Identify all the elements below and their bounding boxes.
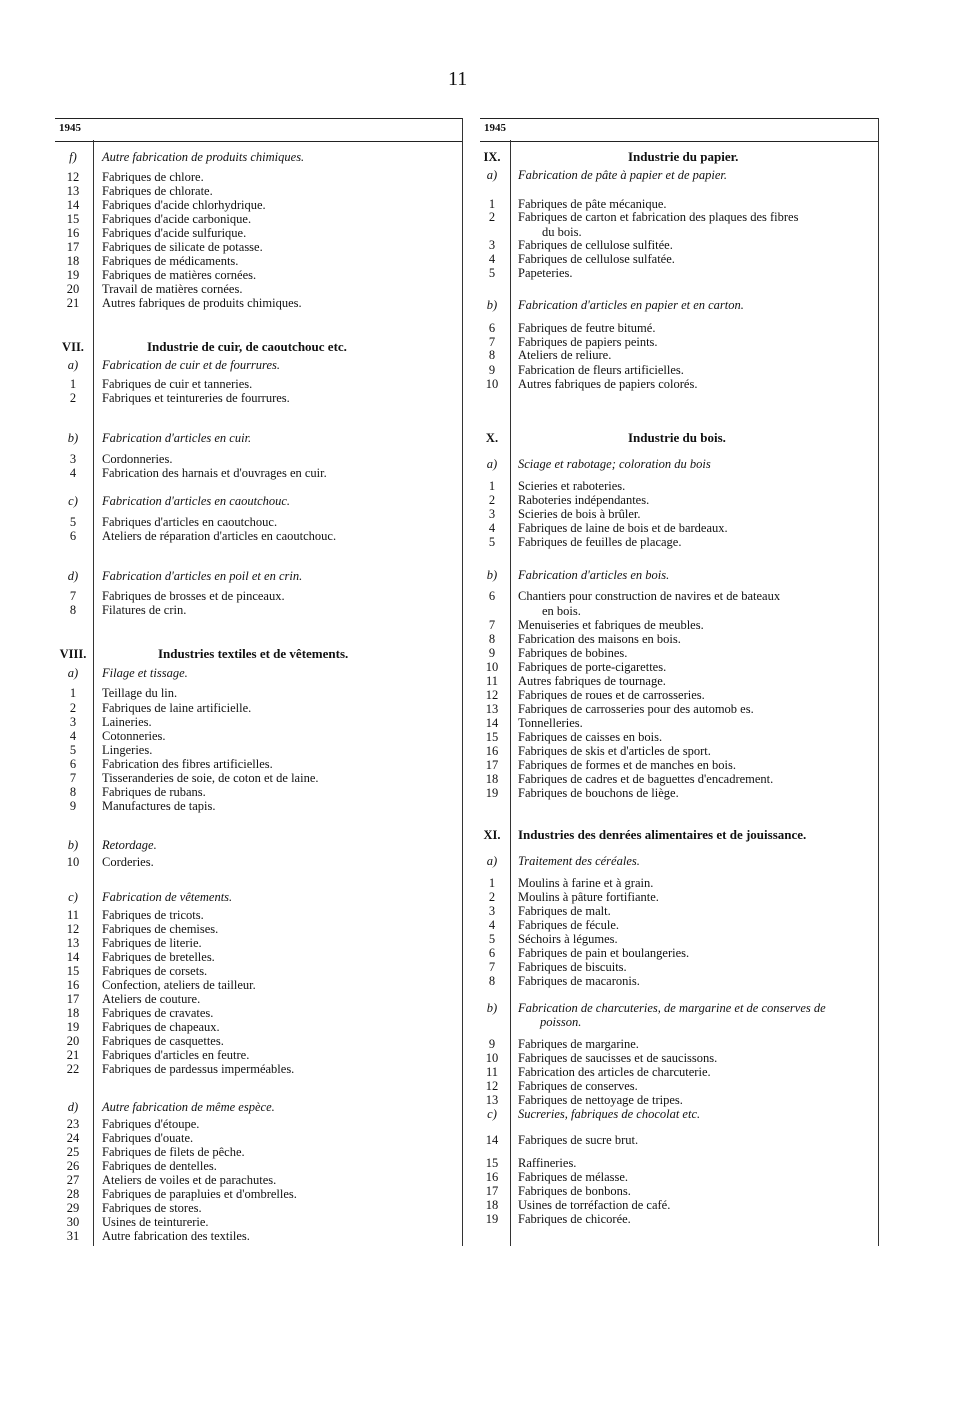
left-entry-text: Confection, ateliers de tailleur. — [102, 978, 256, 992]
left-entry-text: Corderies. — [102, 855, 154, 869]
right-entry-number: 11 — [485, 674, 499, 688]
right-entry-number: a) — [486, 854, 498, 868]
right-column-edge — [878, 118, 879, 1246]
right-entry-number: 10 — [485, 1051, 499, 1065]
left-entry-text: Tisseranderies de soie, de coton et de laine. — [102, 771, 319, 785]
right-entry-text: Raboteries indépendantes. — [518, 493, 650, 507]
right-entry-number: 5 — [488, 932, 496, 946]
right-entry-number: 4 — [488, 918, 496, 932]
right-entry-text: Fabriques de conserves. — [518, 1079, 638, 1093]
left-entry-text: Fabriques d'articles en feutre. — [102, 1048, 250, 1062]
left-entry-text: Manufactures de tapis. — [102, 799, 216, 813]
right-entry-number: 3 — [488, 507, 496, 521]
left-entry-text: Fabriques de chapeaux. — [102, 1020, 220, 1034]
right-entry-number: 17 — [485, 1184, 499, 1198]
left-entry-text: Fabriques d'acide carbonique. — [102, 212, 252, 226]
left-entry-subheading: Fabrication d'articles en caoutchouc. — [102, 494, 291, 508]
right-entry-number: 16 — [485, 1170, 499, 1184]
left-entry-number: 4 — [69, 466, 77, 480]
left-entry-text: Fabriques de matières cornées. — [102, 268, 257, 282]
left-entry-number: 13 — [66, 936, 80, 950]
right-entry-number: 18 — [485, 1198, 499, 1212]
left-column-header — [55, 118, 463, 142]
left-entry-number: 2 — [69, 701, 77, 715]
right-entry-text: Fabriques de feuilles de placage. — [518, 535, 682, 549]
right-entry-subheading: Fabrication de pâte à papier et de papier. — [518, 168, 727, 182]
left-entry-text: Lingeries. — [102, 743, 153, 757]
left-entry-text: Fabriques de brosses et de pinceaux. — [102, 589, 285, 603]
left-entry-number: 6 — [69, 529, 77, 543]
left-entry-text: Travail de matières cornées. — [102, 282, 243, 296]
left-entry-subheading: Autre fabrication de même espèce. — [102, 1100, 275, 1114]
left-entry-text: Fabriques de stores. — [102, 1201, 202, 1215]
right-entry-text: Autres fabriques de tournage. — [518, 674, 666, 688]
right-entry-text: Menuiseries et fabriques de meubles. — [518, 618, 704, 632]
right-entry-text: Autres fabriques de papiers colorés. — [518, 377, 698, 391]
left-entry-section-title: Industrie de cuir, de caoutchouc etc. — [147, 339, 347, 354]
left-entry-text: Teillage du lin. — [102, 686, 178, 700]
left-entry-number: b) — [67, 838, 79, 852]
right-entry-number: b) — [486, 568, 498, 582]
left-entry-number: 6 — [69, 757, 77, 771]
right-entry-number: XI. — [483, 828, 501, 842]
right-entry-text: Tonnelleries. — [518, 716, 583, 730]
right-entry-number: 15 — [485, 730, 499, 744]
left-entry-number: 29 — [66, 1201, 80, 1215]
left-entry-number: 12 — [66, 922, 80, 936]
left-entry-number: 31 — [66, 1229, 80, 1243]
right-entry-number: 14 — [485, 1133, 499, 1147]
left-entry-text: Ateliers de voiles et de parachutes. — [102, 1173, 277, 1187]
right-entry-text: Fabriques de carton et fabrication des plaques des fibres — [518, 210, 799, 224]
right-entry-number: 19 — [485, 1212, 499, 1226]
right-entry-number: 7 — [488, 618, 496, 632]
left-entry-subheading: Autre fabrication de produits chimiques. — [102, 150, 305, 164]
right-entry-number: 13 — [485, 702, 499, 716]
right-entry-number: 2 — [488, 890, 496, 904]
right-entry-number: 2 — [488, 210, 496, 224]
left-column-divider — [93, 140, 94, 1246]
left-entry-text: Fabriques de silicate de potasse. — [102, 240, 263, 254]
left-entry-text: Cordonneries. — [102, 452, 173, 466]
right-entry-text: Fabriques de roues et de carrosseries. — [518, 688, 705, 702]
right-entry-text: Fabriques de caisses en bois. — [518, 730, 663, 744]
left-entry-subheading: Fabrication de vêtements. — [102, 890, 233, 904]
right-entry-number: 12 — [485, 688, 499, 702]
right-entry-text: en bois. — [542, 604, 581, 618]
left-entry-number: 2 — [69, 391, 77, 405]
left-entry-number: c) — [68, 494, 78, 508]
right-entry-number: 1 — [488, 876, 496, 890]
left-entry-text: Usines de teinturerie. — [102, 1215, 209, 1229]
left-entry-subheading: Fabrication d'articles en cuir. — [102, 431, 252, 445]
left-entry-number: 7 — [69, 771, 77, 785]
left-entry-subheading: Fabrication d'articles en poil et en crin. — [102, 569, 303, 583]
right-entry-text: Ateliers de reliure. — [518, 348, 612, 362]
right-entry-text: Raffineries. — [518, 1156, 577, 1170]
left-entry-text: Fabrication des fibres artificielles. — [102, 757, 273, 771]
left-entry-number: 21 — [66, 296, 80, 310]
right-entry-text: Fabriques de saucisses et de saucissons. — [518, 1051, 718, 1065]
left-entry-text: Fabriques de chlore. — [102, 170, 204, 184]
left-entry-number: 5 — [69, 743, 77, 757]
right-entry-number: IX. — [483, 150, 501, 164]
left-entry-text: Fabriques de chemises. — [102, 922, 219, 936]
right-entry-number: 10 — [485, 660, 499, 674]
left-entry-text: Fabriques de médicaments. — [102, 254, 239, 268]
right-entry-number: 15 — [485, 1156, 499, 1170]
left-entry-number: 19 — [66, 268, 80, 282]
right-entry-text: Fabriques de feutre bitumé. — [518, 321, 656, 335]
right-entry-number: 6 — [488, 589, 496, 603]
right-entry-text: Fabriques de formes et de manches en bois. — [518, 758, 736, 772]
left-entry-subheading: Filage et tissage. — [102, 666, 188, 680]
right-entry-text: Fabriques de mélasse. — [518, 1170, 629, 1184]
right-entry-subheading: Fabrication de charcuteries, de margarine et de conserves de — [518, 1001, 826, 1015]
left-entry-text: Fabriques d'étoupe. — [102, 1117, 200, 1131]
left-entry-text: Fabriques de corsets. — [102, 964, 208, 978]
left-entry-number: 7 — [69, 589, 77, 603]
right-entry-text: Fabriques de cellulose sulfitée. — [518, 238, 673, 252]
right-entry-text: Usines de torréfaction de café. — [518, 1198, 671, 1212]
right-entry-text: Fabriques de malt. — [518, 904, 611, 918]
right-entry-number: 7 — [488, 960, 496, 974]
left-entry-number: 28 — [66, 1187, 80, 1201]
left-entry-number: 14 — [66, 198, 80, 212]
left-entry-number: 12 — [66, 170, 80, 184]
left-entry-text: Fabriques de literie. — [102, 936, 202, 950]
left-entry-text: Laineries. — [102, 715, 152, 729]
right-entry-number: 8 — [488, 632, 496, 646]
right-entry-number: 1 — [488, 479, 496, 493]
left-entry-number: b) — [67, 431, 79, 445]
left-entry-text: Autre fabrication des textiles. — [102, 1229, 250, 1243]
right-entry-text: Fabriques de bouchons de liège. — [518, 786, 679, 800]
right-entry-text: Fabriques de bonbons. — [518, 1184, 631, 1198]
left-entry-text: Fabriques de filets de pêche. — [102, 1145, 245, 1159]
left-entry-number: 15 — [66, 212, 80, 226]
left-entry-number: 20 — [66, 282, 80, 296]
right-entry-subheading: Fabrication d'articles en bois. — [518, 568, 670, 582]
right-entry-subheading: Sciage et rabotage; coloration du bois — [518, 457, 711, 471]
right-entry-number: b) — [486, 1001, 498, 1015]
right-entry-text: Scieries et raboteries. — [518, 479, 626, 493]
left-entry-text: Filatures de crin. — [102, 603, 187, 617]
right-entry-number: 7 — [488, 335, 496, 349]
left-entry-number: VIII. — [59, 647, 87, 661]
left-entry-number: 21 — [66, 1048, 80, 1062]
left-entry-number: 24 — [66, 1131, 80, 1145]
right-entry-text: Fabrication de fleurs artificielles. — [518, 363, 684, 377]
right-entry-text: du bois. — [542, 225, 582, 239]
left-entry-text: Autres fabriques de produits chimiques. — [102, 296, 302, 310]
right-entry-text: Fabriques de carrosseries pour des automob es. — [518, 702, 754, 716]
left-entry-number: VII. — [62, 340, 84, 354]
right-entry-text: Fabriques de skis et d'articles de sport. — [518, 744, 711, 758]
right-entry-number: a) — [486, 168, 498, 182]
right-entry-section-title: Industrie du papier. — [628, 149, 739, 164]
right-entry-number: 8 — [488, 974, 496, 988]
right-entry-number: 12 — [485, 1079, 499, 1093]
left-year-label: 1945 — [59, 122, 81, 134]
left-entry-text: Fabriques de chlorate. — [102, 184, 213, 198]
left-column — [55, 118, 463, 1246]
left-entry-number: 23 — [66, 1117, 80, 1131]
right-entry-number: 10 — [485, 377, 499, 391]
left-entry-text: Cotonneries. — [102, 729, 166, 743]
left-entry-text: Fabrication des harnais et d'ouvrages en cuir. — [102, 466, 327, 480]
right-entry-subheading: Fabrication d'articles en papier et en carton. — [518, 298, 744, 312]
right-entry-number: 6 — [488, 946, 496, 960]
left-entry-number: 20 — [66, 1034, 80, 1048]
right-entry-number: 14 — [485, 716, 499, 730]
right-entry-text: Fabriques de bobines. — [518, 646, 628, 660]
right-entry-number: 4 — [488, 252, 496, 266]
right-entry-text: Séchoirs à légumes. — [518, 932, 618, 946]
left-entry-number: 19 — [66, 1020, 80, 1034]
left-entry-number: c) — [68, 890, 78, 904]
right-entry-text: Scieries de bois à brûler. — [518, 507, 641, 521]
right-entry-text: Fabriques de laine de bois et de bardeaux. — [518, 521, 728, 535]
right-entry-subheading: Traitement des céréales. — [518, 854, 640, 868]
right-entry-number: 2 — [488, 493, 496, 507]
left-entry-number: 13 — [66, 184, 80, 198]
right-entry-number: 9 — [488, 646, 496, 660]
right-entry-text: poisson. — [540, 1015, 582, 1029]
right-entry-number: 3 — [488, 238, 496, 252]
right-column — [480, 118, 879, 1246]
left-entry-text: Fabriques d'ouate. — [102, 1131, 194, 1145]
left-entry-number: 16 — [66, 978, 80, 992]
left-entry-number: 18 — [66, 254, 80, 268]
left-entry-number: 25 — [66, 1145, 80, 1159]
right-entry-text: Fabriques de fécule. — [518, 918, 620, 932]
left-entry-number: d) — [67, 1100, 79, 1114]
right-entry-number: 6 — [488, 321, 496, 335]
left-entry-text: Fabriques de parapluies et d'ombrelles. — [102, 1187, 297, 1201]
left-entry-number: 17 — [66, 240, 80, 254]
left-entry-text: Fabriques de laine artificielle. — [102, 701, 252, 715]
left-entry-number: 4 — [69, 729, 77, 743]
left-entry-text: Ateliers de couture. — [102, 992, 201, 1006]
left-entry-subheading: Retordage. — [102, 838, 157, 852]
right-entry-text: Fabriques de chicorée. — [518, 1212, 631, 1226]
right-entry-subheading: Sucreries, fabriques de chocolat etc. — [518, 1107, 701, 1121]
right-entry-number: 5 — [488, 535, 496, 549]
right-column-divider — [510, 140, 511, 1246]
right-entry-number: b) — [486, 298, 498, 312]
left-entry-number: 10 — [66, 855, 80, 869]
right-entry-number: 5 — [488, 266, 496, 280]
right-entry-number: a) — [486, 457, 498, 471]
right-entry-number: 1 — [488, 197, 496, 211]
right-entry-text: Fabriques de margarine. — [518, 1037, 639, 1051]
right-entry-text: Fabriques de pain et boulangeries. — [518, 946, 690, 960]
left-entry-number: 3 — [69, 452, 77, 466]
right-entry-number: X. — [485, 431, 499, 445]
left-entry-number: a) — [67, 358, 79, 372]
right-entry-number: 9 — [488, 363, 496, 377]
left-entry-text: Fabriques de casquettes. — [102, 1034, 224, 1048]
left-entry-section-title: Industries textiles et de vêtements. — [158, 646, 349, 661]
left-entry-number: 26 — [66, 1159, 80, 1173]
right-entry-number: 17 — [485, 758, 499, 772]
left-entry-text: Fabriques et teintureries de fourrures. — [102, 391, 290, 405]
left-entry-number: 3 — [69, 715, 77, 729]
right-entry-number: c) — [487, 1107, 497, 1121]
left-entry-number: 11 — [66, 908, 80, 922]
left-entry-text: Fabriques de cravates. — [102, 1006, 214, 1020]
left-entry-text: Fabriques de rubans. — [102, 785, 206, 799]
left-entry-text: Fabriques de tricots. — [102, 908, 204, 922]
right-entry-text: Fabriques de nettoyage de tripes. — [518, 1093, 683, 1107]
right-entry-section-title: Industrie du bois. — [628, 430, 726, 445]
left-entry-number: 18 — [66, 1006, 80, 1020]
left-entry-number: 16 — [66, 226, 80, 240]
right-entry-text: Chantiers pour construction de navires et de bateaux — [518, 589, 781, 603]
right-entry-text: Fabriques de sucre brut. — [518, 1133, 639, 1147]
right-entry-number: 16 — [485, 744, 499, 758]
right-entry-text: Fabriques de biscuits. — [518, 960, 627, 974]
right-entry-text: Moulins à pâture fortifiante. — [518, 890, 659, 904]
left-entry-text: Fabriques d'acide sulfurique. — [102, 226, 247, 240]
left-entry-number: 30 — [66, 1215, 80, 1229]
left-entry-number: 5 — [69, 515, 77, 529]
left-entry-number: 15 — [66, 964, 80, 978]
left-entry-number: 8 — [69, 785, 77, 799]
right-entry-text: Fabriques de cellulose sulfatée. — [518, 252, 675, 266]
right-entry-number: 8 — [488, 348, 496, 362]
page-number: 11 — [448, 68, 468, 90]
left-entry-text: Fabriques de cuir et tanneries. — [102, 377, 253, 391]
right-entry-text: Moulins à farine et à grain. — [518, 876, 654, 890]
left-entry-text: Fabriques de pardessus imperméables. — [102, 1062, 295, 1076]
right-entry-number: 9 — [488, 1037, 496, 1051]
right-column-header — [480, 118, 879, 142]
right-entry-number: 18 — [485, 772, 499, 786]
left-entry-number: 27 — [66, 1173, 80, 1187]
right-entry-text: Fabriques de porte-cigarettes. — [518, 660, 667, 674]
right-entry-text: Fabriques de papiers peints. — [518, 335, 658, 349]
right-entry-text: Fabriques de pâte mécanique. — [518, 197, 667, 211]
left-entry-subheading: Fabrication de cuir et de fourrures. — [102, 358, 280, 372]
left-entry-number: 17 — [66, 992, 80, 1006]
right-entry-number: 11 — [485, 1065, 499, 1079]
left-entry-text: Fabriques d'acide chlorhydrique. — [102, 198, 266, 212]
left-entry-number: 9 — [69, 799, 77, 813]
right-entry-text: Fabriques de cadres et de baguettes d'encadrement. — [518, 772, 774, 786]
left-entry-number: d) — [67, 569, 79, 583]
right-entry-text: Fabriques de macaronis. — [518, 974, 640, 988]
left-entry-text: Fabriques de bretelles. — [102, 950, 215, 964]
left-column-edge — [462, 118, 463, 1246]
left-entry-number: 8 — [69, 603, 77, 617]
left-entry-text: Fabriques de dentelles. — [102, 1159, 217, 1173]
left-entry-number: a) — [67, 666, 79, 680]
right-entry-text: Fabrication des maisons en bois. — [518, 632, 681, 646]
right-entry-number: 13 — [485, 1093, 499, 1107]
left-entry-number: 1 — [69, 377, 77, 391]
left-entry-number: f) — [69, 150, 77, 164]
right-entry-number: 4 — [488, 521, 496, 535]
left-entry-number: 14 — [66, 950, 80, 964]
left-entry-number: 22 — [66, 1062, 80, 1076]
right-entry-section-title: Industries des denrées alimentaires et de jouissance. — [518, 827, 807, 842]
left-entry-text: Ateliers de réparation d'articles en caoutchouc. — [102, 529, 337, 543]
right-entry-number: 19 — [485, 786, 499, 800]
right-entry-text: Fabrication des articles de charcuterie. — [518, 1065, 711, 1079]
left-entry-text: Fabriques d'articles en caoutchouc. — [102, 515, 278, 529]
right-entry-number: 3 — [488, 904, 496, 918]
left-entry-number: 1 — [69, 686, 77, 700]
right-entry-text: Papeteries. — [518, 266, 573, 280]
right-year-label: 1945 — [484, 122, 506, 134]
